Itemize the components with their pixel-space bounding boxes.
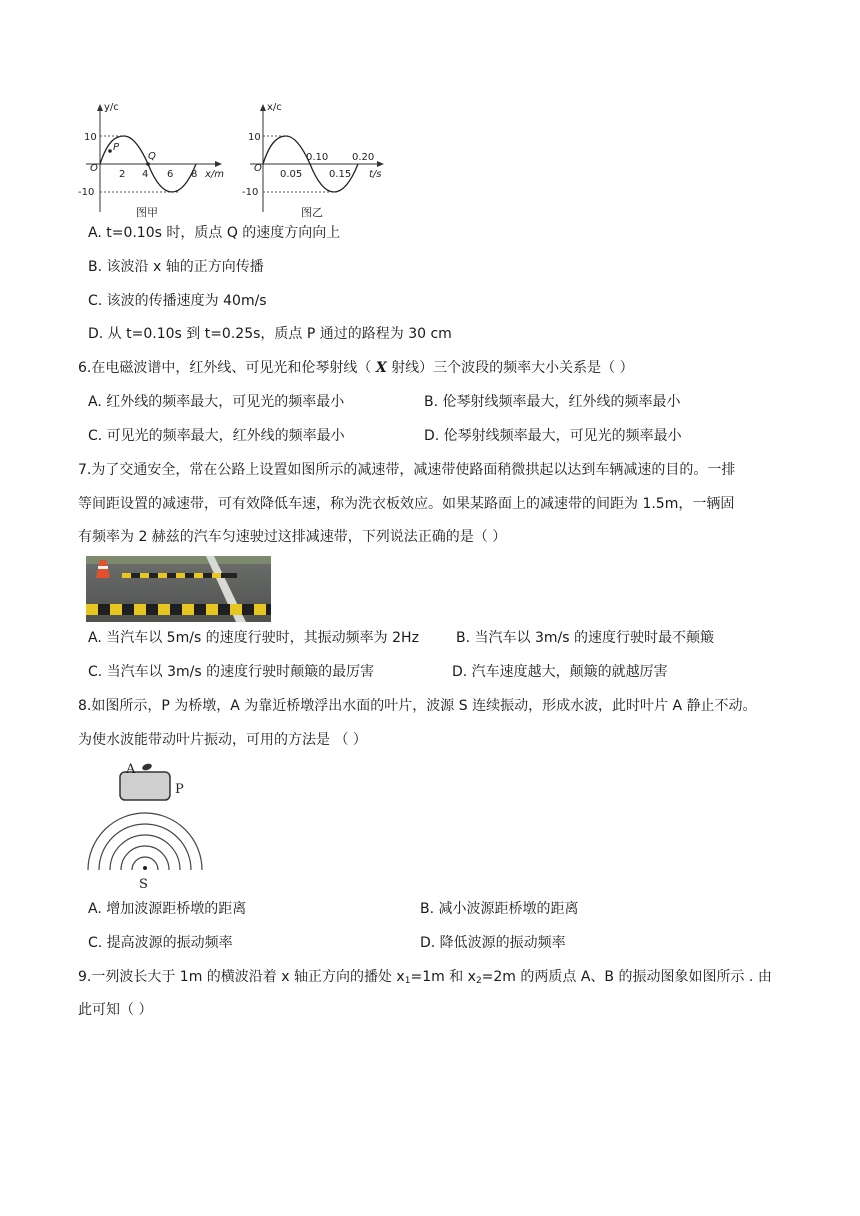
q6-stem <box>78 358 634 378</box>
q9-stem-line1 <box>78 967 772 991</box>
left-tick-2: 2 <box>119 169 126 180</box>
left-caption: 图甲 <box>136 206 158 219</box>
q6-stem-x: X <box>375 360 387 376</box>
right-y-top: 10 <box>248 132 261 143</box>
left-tick-6: 6 <box>167 169 174 180</box>
left-x-label: x/m <box>205 169 225 180</box>
right-x-label: t/s <box>369 169 382 180</box>
label-pier-p: P <box>175 782 184 797</box>
right-tick-0.10: 0.10 <box>306 152 329 163</box>
q6-stem-part2: 射线）三个波段的频率大小关系是（ ） <box>391 360 634 376</box>
q9-sub2: 2 <box>475 976 482 986</box>
q8-stem-line1: 8.如图所示，P 为桥墩，A 为靠近桥墩浮出水面的叶片，波源 S 连续振动，形成水波，此时叶片 A 静止不动。 <box>78 698 757 714</box>
wave-figures <box>78 100 388 222</box>
wave-graph-left <box>78 102 224 219</box>
right-caption: 图乙 <box>301 206 323 219</box>
left-y-label: y/c <box>104 102 119 113</box>
q7-option-a: A. 当汽车以 5m/s 的速度行驶时，其振动频率为 2Hz <box>88 630 419 646</box>
q7-stem-line3: 有频率为 2 赫兹的汽车匀速驶过这排减速带，下列说法正确的是（ ） <box>78 529 507 545</box>
q7-stem-line1: 7.为了交通安全，常在公路上设置如图所示的减速带，减速带使路面稍微拱起以达到车辆减速的目的。一排 <box>78 462 736 478</box>
wave-graph-right <box>242 102 384 219</box>
right-y-label: x/c <box>267 102 282 113</box>
q7-option-d: D. 汽车速度越大，颠簸的就越厉害 <box>452 664 668 680</box>
q5-option-c: C. 该波的传播速度为 40m/s <box>88 293 267 309</box>
left-y-bottom: -10 <box>78 187 95 198</box>
q9-stem-part2: =1m 和 x <box>410 969 476 985</box>
q6-option-c: C. 可见光的频率最大，红外线的频率最小 <box>88 428 345 444</box>
right-origin: O <box>254 163 262 174</box>
bridge-pier-wave-figure <box>82 760 210 890</box>
q8-stem-line2: 为使水波能带动叶片振动，可用的方法是 （ ） <box>78 732 367 748</box>
q7-option-c: C. 当汽车以 3m/s 的速度行驶时颠簸的最厉害 <box>88 664 375 680</box>
q5-option-a: A. t=0.10s 时，质点 Q 的速度方向向上 <box>88 225 341 241</box>
label-source-s: S <box>139 877 148 890</box>
q5-option-b: B. 该波沿 x 轴的正方向传播 <box>88 259 264 275</box>
q6-stem-part1: 6.在电磁波谱中，红外线、可见光和伦琴射线（ <box>78 360 372 376</box>
q6-option-a: A. 红外线的频率最大，可见光的频率最小 <box>88 394 345 410</box>
left-tick-4: 4 <box>142 169 149 180</box>
q8-option-b: B. 减小波源距桥墩的距离 <box>420 901 579 917</box>
left-point-q: Q <box>148 151 156 162</box>
left-tick-8: 8 <box>191 169 198 180</box>
speed-bump-photo <box>86 556 271 622</box>
q7-stem-line2: 等间距设置的减速带，可有效降低车速，称为洗衣板效应。如果某路面上的减速带的间距为 1.5m，一辆固 <box>78 496 735 512</box>
q8-option-d: D. 降低波源的振动频率 <box>420 935 566 951</box>
left-origin: O <box>90 163 98 174</box>
left-point-p: P <box>113 142 120 153</box>
q9-stem-part3: =2m 的两质点 A、B 的振动图象如图所示 . 由 <box>481 969 772 985</box>
left-y-top: 10 <box>84 132 97 143</box>
q8-option-a: A. 增加波源距桥墩的距离 <box>88 901 247 917</box>
q9-sub1: 1 <box>404 976 411 986</box>
q5-option-d: D. 从 t=0.10s 到 t=0.25s，质点 P 通过的路程为 30 cm <box>88 326 452 342</box>
q6-option-d: D. 伦琴射线频率最大，可见光的频率最小 <box>424 428 682 444</box>
right-tick-0.05: 0.05 <box>280 169 303 180</box>
q9-stem-part1: 9.一列波长大于 1m 的横波沿着 x 轴正方向的播处 x <box>78 969 405 985</box>
label-leaf-a: A <box>126 762 136 777</box>
right-tick-0.15: 0.15 <box>329 169 352 180</box>
right-y-bottom: -10 <box>242 187 259 198</box>
q6-option-b: B. 伦琴射线频率最大，红外线的频率最小 <box>424 394 681 410</box>
q9-stem-line2: 此可知（ ） <box>78 1002 153 1018</box>
right-tick-0.20: 0.20 <box>352 152 375 163</box>
q8-option-c: C. 提高波源的振动频率 <box>88 935 233 951</box>
q7-option-b: B. 当汽车以 3m/s 的速度行驶时最不颠簸 <box>456 630 714 646</box>
